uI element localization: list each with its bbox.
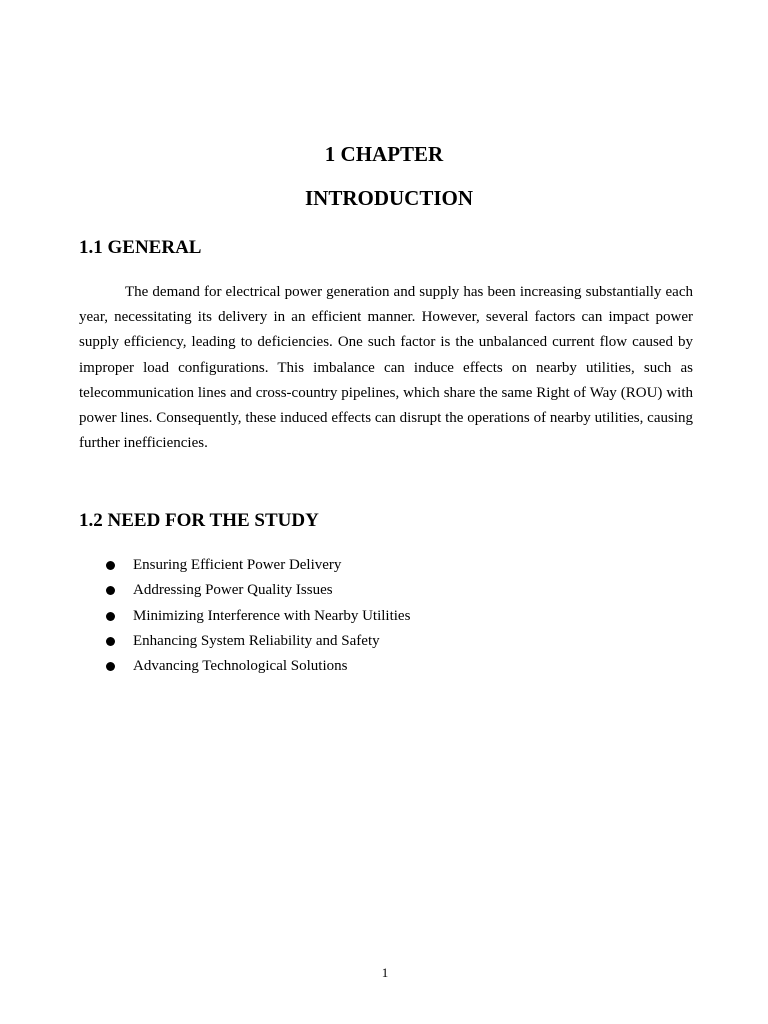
list-item: [106, 578, 410, 603]
page-number: 1: [381, 965, 389, 980]
list-item: [106, 654, 410, 679]
bullet-icon: [106, 612, 115, 621]
general-paragraph: The demand for electrical power generation and supply has been increasing substantially each year, necessitating its delivery in an efficient manner. However, several factors can impact power supply efficiency, leading to deficiencies. One such factor is the unbalanced current flow caused by improper load configurations. This imbalance can induce effects on nearby utilities, such as telecommunication lines and cross-country pipelines, which share the same Right of Way (ROU) with power lines. Consequently, these induced effects can disrupt the operations of nearby utilities, causing further inefficiencies.: [79, 284, 693, 452]
need-for-study-list: [106, 553, 410, 679]
list-item: [106, 604, 410, 629]
list-item-text: Ensuring Efficient Power Delivery: [133, 557, 342, 573]
bullet-icon: [106, 662, 115, 671]
list-item-text: Addressing Power Quality Issues: [133, 582, 333, 599]
list-item: [106, 553, 410, 578]
list-item-text: Minimizing Interference with Nearby Utilities: [133, 607, 411, 624]
chapter-number: 1 CHAPTER: [324, 142, 444, 166]
section-heading-need-for-study: 1.2 NEED FOR THE STUDY: [79, 510, 319, 531]
bullet-icon: [106, 637, 115, 646]
section-heading-general: 1.1 GENERAL: [79, 237, 202, 258]
list-item-text: Enhancing System Reliability and Safety: [133, 632, 380, 649]
chapter-title: INTRODUCTION: [304, 186, 474, 210]
list-item: [106, 629, 410, 654]
bullet-icon: [106, 561, 115, 570]
list-item-text: Advancing Technological Solutions: [133, 658, 348, 675]
bullet-icon: [106, 586, 115, 595]
